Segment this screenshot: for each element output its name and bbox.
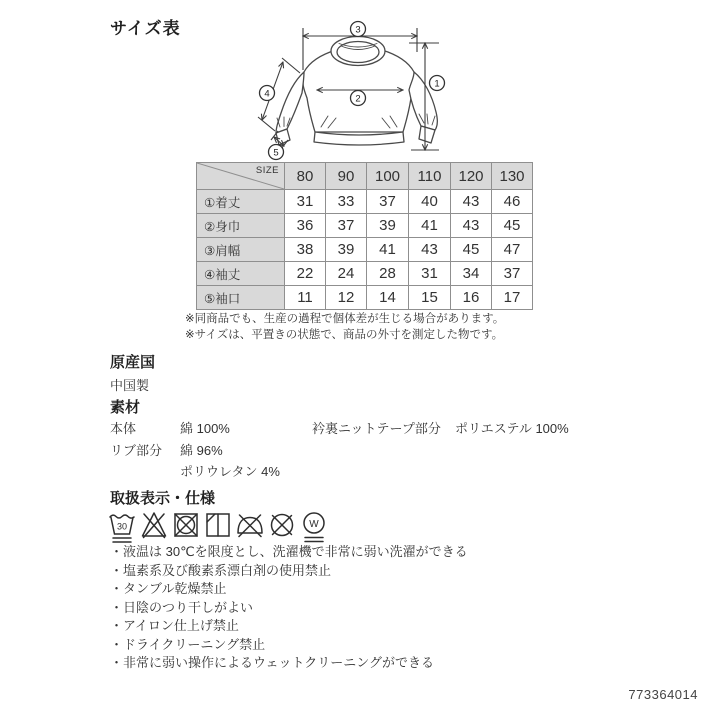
wash-30-very-gentle-icon [108,509,136,545]
page-title: サイズ表 [110,19,181,38]
callout-3: 3 [355,24,361,36]
materials-heading: 素材 [110,399,141,416]
table-row-width [197,214,533,238]
column-header-80: 80 [285,163,326,190]
table-row-length [197,190,533,214]
no-bleach-icon [140,509,168,545]
material-part: リブ部分 [110,442,163,458]
care-instruction-line: ・液温は 30℃を限度とし、洗濯機で非常に弱い洗濯ができる [110,544,468,559]
care-instruction-line: ・タンブル乾燥禁止 [110,581,227,596]
care-instruction-line: ・日陰のつり干しがよい [110,599,254,615]
size-value: 47 [492,238,533,262]
column-header-130: 130 [492,163,533,190]
care-instruction-line: ・アイロン仕上げ禁止 [110,618,239,633]
callout-4: 4 [264,88,270,100]
garment-diagram [243,10,538,162]
product-code: 773364014 [628,687,698,702]
size-notes [185,312,504,343]
size-value: 12 [326,286,367,310]
table-row-shoulder [197,238,533,262]
size-value: 39 [326,238,367,262]
column-header-90: 90 [326,163,367,190]
size-value: 41 [367,238,409,262]
callout-1: 1 [434,78,440,90]
size-value: 41 [409,214,451,238]
size-value: 38 [285,238,326,262]
size-value: 11 [285,286,326,310]
column-header-120: 120 [451,163,492,190]
size-value: 31 [409,262,451,286]
size-value: 28 [367,262,409,286]
material-part [110,461,180,483]
size-value: 37 [326,214,367,238]
row-label: ①着丈 [197,190,285,214]
callout-5: 5 [273,147,279,159]
size-value: 15 [409,286,451,310]
wet-clean-very-gentle-icon [300,509,328,545]
origin-value: 中国製 [110,378,150,393]
table-header-row [197,163,533,190]
size-value: 43 [451,190,492,214]
row-label: ②身巾 [197,214,285,238]
care-heading: 取扱表示・仕様 [110,490,216,507]
size-table [196,162,533,310]
size-value: 31 [285,190,326,214]
material-value: ポリウレタン 4% [180,464,280,479]
size-value: 45 [451,238,492,262]
materials-list [110,418,280,483]
material-part: 衿裏ニットテープ部分 [312,421,441,436]
size-value: 24 [326,262,367,286]
no-dry-clean-icon [268,509,296,545]
table-corner-cell [197,163,285,190]
materials-collar-tape [312,418,569,440]
material-value: 綿 96% [180,442,223,458]
size-value: 45 [492,214,533,238]
table-row-cuff [197,286,533,310]
origin-heading: 原産国 [110,354,156,371]
column-header-100: 100 [367,163,409,190]
note-line: ※同商品でも、生産の過程で個体差が生じる場合があります。 [185,313,505,325]
size-value: 46 [492,190,533,214]
row-label: ④袖丈 [197,262,285,286]
material-value: ポリエステル 100% [455,421,569,436]
size-value: 22 [285,262,326,286]
care-symbols [108,509,328,545]
material-part: 本体 [110,421,137,436]
column-header-110: 110 [409,163,451,190]
row-label: ③肩幅 [197,238,285,262]
wet-clean-label: W [309,519,319,530]
line-dry-in-shade-icon [204,509,232,545]
table-row-sleeve [197,262,533,286]
no-tumble-dry-icon [172,509,200,545]
care-instruction-line: ・塩素系及び酸素系漂白剤の使用禁止 [110,562,332,578]
wash-temp-label: 30 [116,521,128,532]
size-value: 37 [367,190,409,214]
corner-size-label: SIZE [255,165,279,176]
size-value: 43 [409,238,451,262]
size-value: 17 [492,286,533,310]
size-value: 33 [326,190,367,214]
size-value: 40 [409,190,451,214]
row-label: ⑤袖口 [197,286,285,310]
no-iron-icon [236,509,264,545]
note-line: ※サイズは、平置きの状態で、商品の外寸を測定した物です。 [185,328,504,341]
size-value: 34 [451,262,492,286]
size-value: 16 [451,286,492,310]
care-instruction-line: ・非常に弱い操作によるウェットクリーニングができる [110,655,434,670]
size-value: 14 [367,286,409,310]
size-value: 39 [367,214,409,238]
callout-2: 2 [355,93,361,105]
care-instructions [110,543,468,673]
material-value: 綿 100% [180,421,230,436]
size-value: 36 [285,214,326,238]
care-instruction-line: ・ドライクリーニング禁止 [110,636,266,652]
size-value: 37 [492,262,533,286]
size-value: 43 [451,214,492,238]
